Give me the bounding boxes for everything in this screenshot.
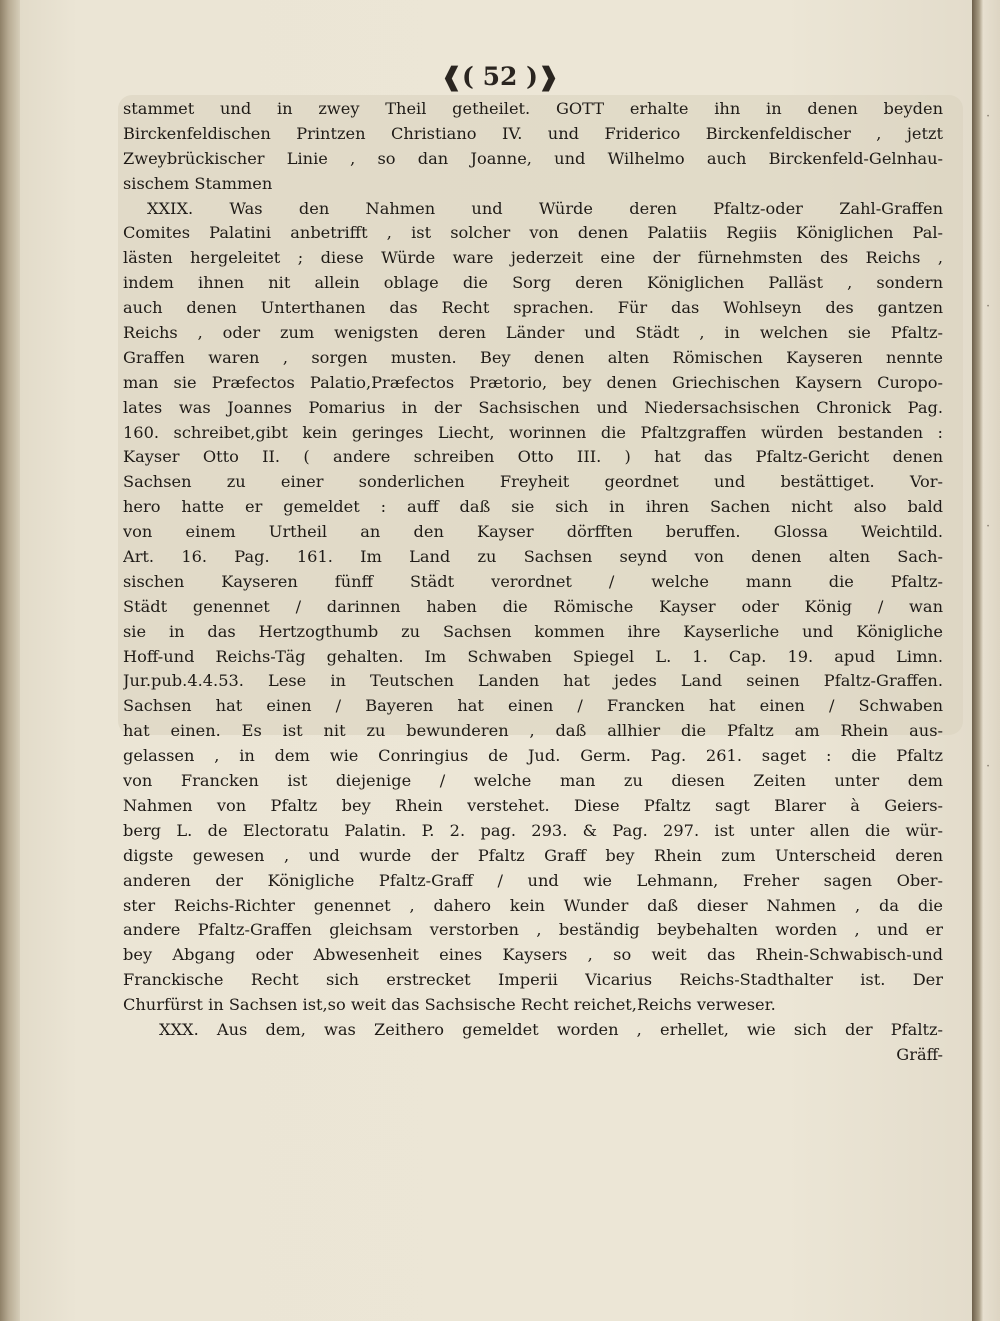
text-line: berg L. de Electoratu Palatin. P. 2. pag. 293. & Pag. 297. ist unter allen die wür- <box>123 820 943 840</box>
facing-page-bleed-mark: · <box>986 759 991 774</box>
text-line: lästen hergeleitet ; diese Würde ware jederzeit eine der fürnehmsten des Reichs , <box>123 248 943 268</box>
text-line: Sachsen hat einen / Bayeren hat einen / Francken hat einen / Schwaben <box>123 696 943 716</box>
facing-page-bleed-mark: · <box>986 109 991 124</box>
text-line: sie in das Hertzogthumb zu Sachsen kommen ihre Kayserliche und Königliche <box>123 621 943 641</box>
text-line: sischen Kayseren fünff Städt verordnet / welche mann die Pfaltz- <box>123 571 943 591</box>
text-line: Birckenfeldischen Printzen Christiano IV. und Friderico Birckenfeldischer , jetzt <box>123 123 943 143</box>
text-line: 160. schreibet,gibt kein geringes Liecht, worinnen die Pfaltzgraffen würden bestanden : <box>123 422 943 442</box>
text-line: man sie Præfectos Palatio,Præfectos Prætorio, bey denen Griechischen Kaysern Curopo- <box>123 372 943 392</box>
text-line: Reichs , oder zum wenigsten deren Länder und Städt , in welchen sie Pfaltz- <box>123 323 943 343</box>
ornament-left: ❰( <box>441 62 474 91</box>
text-line: Städt genennet / darinnen haben die Römische Kayser oder König / wan <box>123 596 943 616</box>
text-line: anderen der Königliche Pfaltz-Graff / und wie Lehmann, Freher sagen Ober- <box>123 870 943 890</box>
text-line: Comites Palatini anbetrifft , ist solcher von denen Palatiis Regiis Königlichen Pal- <box>123 223 943 243</box>
text-line: andere Pfaltz-Graffen gleichsam verstorben , beständig beybehalten worden , und er <box>123 920 943 940</box>
paragraph-start-xxix: XXIX. Was den Nahmen und Würde deren Pfaltz-oder Zahl-Graffen <box>147 198 943 218</box>
text-line: bey Abgang oder Abwesenheit eines Kaysers , so weit das Rhein-Schwabisch-und <box>123 945 943 965</box>
text-line: stammet und in zwey Theil getheilet. GOTT erhalte ihn in denen beyden <box>123 99 943 118</box>
text-line: Hoff-und Reichs-Täg gehalten. Im Schwaben Spiegel L. 1. Cap. 19. apud Limn. <box>123 646 943 666</box>
text-line: hat einen. Es ist nit zu bewunderen , daß allhier die Pfaltz am Rhein aus- <box>123 721 943 741</box>
text-line: hero hatte er gemeldet : auff daß sie sich in ihren Sachen nicht also bald <box>123 497 943 517</box>
page-number: 52 <box>482 62 518 91</box>
text-line: Nahmen von Pfaltz bey Rhein verstehet. Diese Pfaltz sagt Blarer à Geiers- <box>123 795 943 815</box>
text-line: Kayser Otto II. ( andere schreiben Otto III. ) hat das Pfaltz-Gericht denen <box>123 447 943 467</box>
text-line: Franckische Recht sich erstrecket Imperii Vicarius Reichs-Stadthalter ist. Der <box>123 970 943 990</box>
text-line: von Francken ist diejenige / welche man zu diesen Zeiten unter dem <box>123 771 943 791</box>
text-line: gelassen , in dem wie Conringius de Jud. Germ. Pag. 261. saget : die Pfaltz <box>123 746 943 766</box>
paragraph-start-xxx: XXX. Aus dem, was Zeithero gemeldet worden , erhellet, wie sich der Pfaltz- <box>159 1019 943 1039</box>
text-line: von einem Urtheil an den Kayser dörfften beruffen. Glossa Weichtild. <box>123 522 943 542</box>
text-line: digste gewesen , und wurde der Pfaltz Graff bey Rhein zum Unterscheid deren <box>123 845 943 865</box>
text-line: sischem Stammen <box>123 173 273 193</box>
text-line: Graffen waren , sorgen musten. Bey denen alten Römischen Kayseren nennte <box>123 347 943 367</box>
body-text <box>123 97 943 1068</box>
text-line: Sachsen zu einer sonderlichen Freyheit geordnet und bestättiget. Vor- <box>123 472 943 492</box>
text-line: Zweybrückischer Linie , so dan Joanne, und Wilhelmo auch Birckenfeld-Gelnhau- <box>123 148 943 168</box>
facing-page-bleed-mark: · <box>986 519 991 534</box>
text-line: Jur.pub.4.4.53. Lese in Teutschen Landen hat jedes Land seinen Pfaltz-Graffen. <box>123 671 943 691</box>
text-line: lates was Joannes Pomarius in der Sachsischen und Niedersachsischen Chronick Pag. <box>123 397 943 417</box>
text-line: Churfürst in Sachsen ist,so weit das Sachsische Recht reichet,Reichs verweser. <box>123 995 776 1015</box>
facing-page-edge <box>972 0 1000 1321</box>
page-number-header <box>0 62 1000 91</box>
text-line: indem ihnen nit allein oblage die Sorg deren Königlichen Palläst , sondern <box>123 273 943 293</box>
text-line: auch denen Unterthanen das Recht sprachen. Für das Wohlseyn des gantzen <box>123 298 943 318</box>
text-line: ster Reichs-Richter genennet , dahero kein Wunder daß dieser Nahmen , da die <box>123 895 943 915</box>
facing-page-bleed-mark: · <box>986 299 991 314</box>
ornament-right: )❱ <box>526 62 559 91</box>
book-gutter <box>0 0 20 1321</box>
text-line: Art. 16. Pag. 161. Im Land zu Sachsen seynd von denen alten Sach- <box>123 547 943 567</box>
catchword: Gräff- <box>896 1044 943 1064</box>
